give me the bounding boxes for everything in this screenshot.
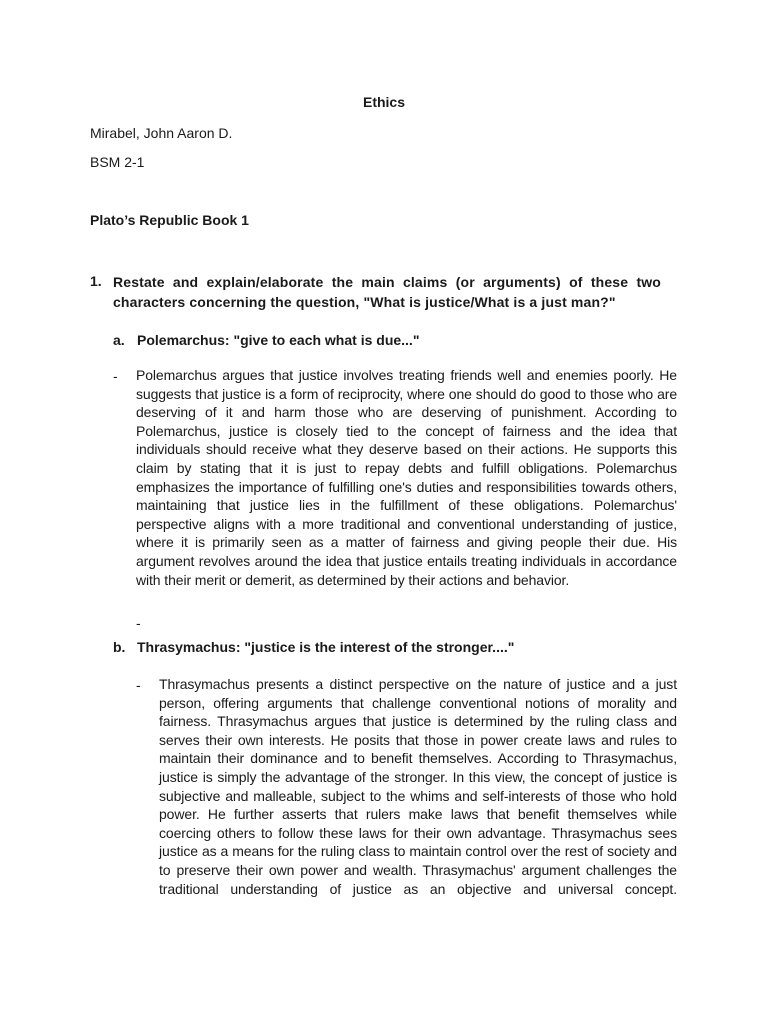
question-text: Restate and explain/elaborate the main claims (or arguments) of these two characters concerning the question, "What is justice/What is a just man?": [113, 274, 661, 310]
part-b-paragraph: Thrasymachus presents a distinct perspective on the nature of justice and a just person, offering arguments that challenge conventional notions of morality and fairness. Thrasymachus argues that justice is determined by the ruling class and serves their own interests. He posits that those in power create laws and rules to maintain their dominance and to benefit themselves. According to Thrasymachus, justice is simply the advantage of the stronger. In this view, the concept of justice is subjective and malleable, subject to the whims and self-interests of those who hold power. He further asserts that rulers make laws that benefit themselves while coercing others to follow these laws for their own advantage. Thrasymachus sees justice as a means for the ruling class to maintain control over the rest of society and to preserve their own power and wealth. Thrasymachus' argument challenges the traditional understanding of justice as an objective and universal concept.: [159, 676, 677, 897]
part-b-letter: b.: [113, 639, 126, 655]
class-section: BSM 2-1: [90, 154, 145, 170]
part-a-label: Polemarchus: "give to each what is due...": [137, 332, 420, 348]
part-b-label: Thrasymachus: "justice is the interest of the stronger....": [137, 639, 515, 655]
part-a-bullet: -: [113, 368, 118, 384]
document-title: Ethics: [362, 94, 405, 110]
question-number: 1.: [90, 273, 102, 289]
part-b-bullet: -: [136, 677, 141, 693]
part-a-paragraph: Polemarchus argues that justice involves treating friends well and enemies poorly. He suggests that justice is a form of reciprocity, where one should do good to those who are deserving of it and harm those who are deserving of punishment. According to Polemarchus, justice is closely tied to the concept of fairness and the idea that individuals should receive what they deserve based on their actions. He supports this claim by stating that it is just to repay debts and fulfill obligations. Polemarchus emphasizes the importance of fulfilling one's duties and responsibilities towards others, maintaining that justice lies in the fulfillment of these obligations. Polemarchus' perspective aligns with a more traditional and conventional understanding of justice, where it is primarily seen as a matter of fairness and giving people their due. His argument revolves around the idea that justice entails treating individuals in accordance with their merit or demerit, as determined by their actions and behavior.: [136, 367, 677, 588]
part-a-letter: a.: [113, 332, 125, 348]
author-name: Mirabel, John Aaron D.: [90, 125, 233, 141]
part-a-trailing-bullet: -: [136, 615, 141, 631]
section-heading: Plato’s Republic Book 1: [90, 212, 249, 228]
